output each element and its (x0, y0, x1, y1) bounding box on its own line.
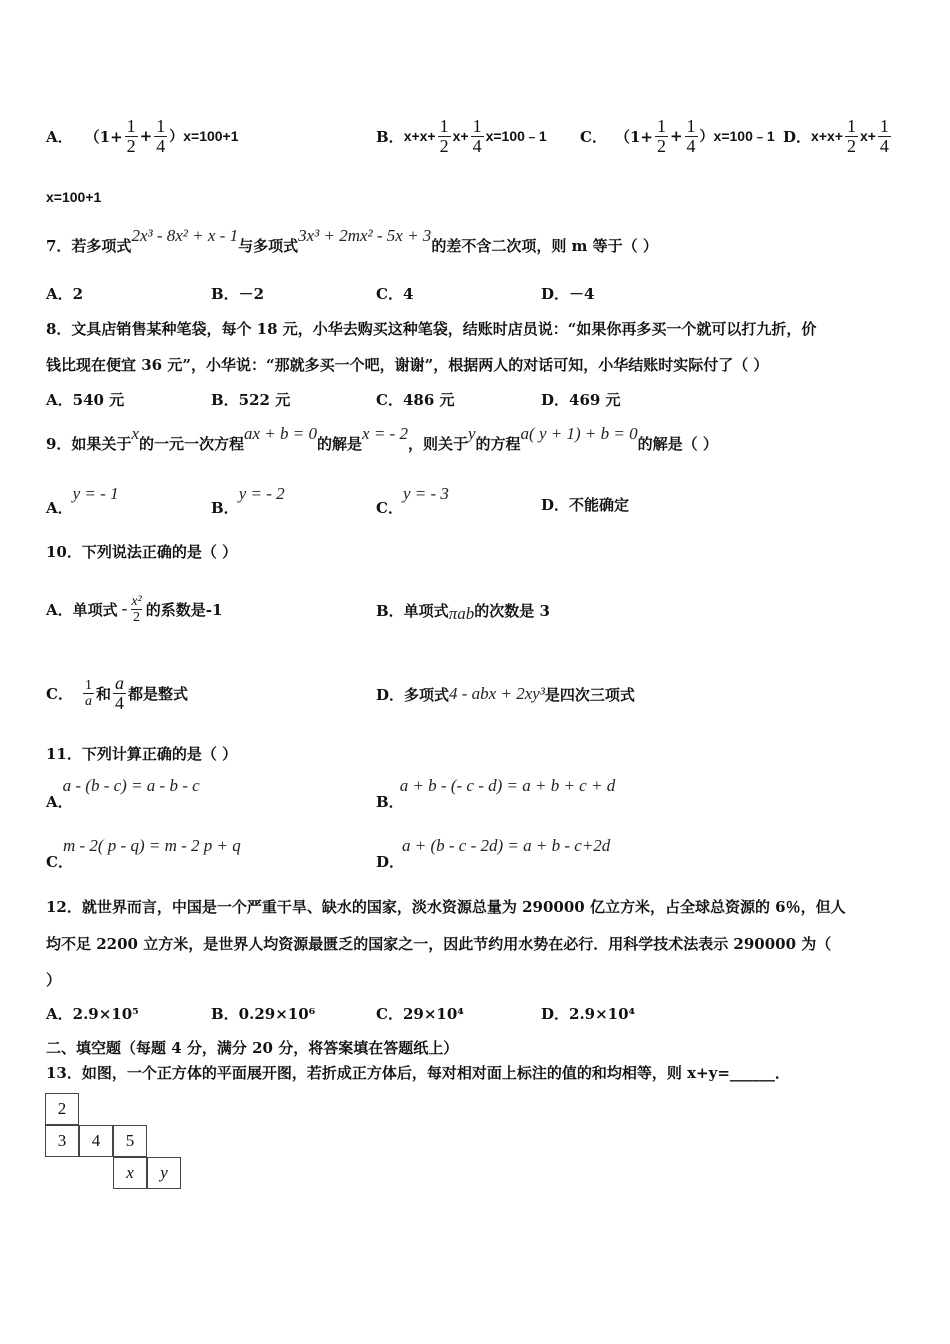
q9-text: 9．如果关于 (46, 434, 132, 453)
q6-option-a (46, 104, 239, 168)
option-label: C． (46, 853, 73, 871)
q11-title: 11．下列计算正确的是（ ） (46, 745, 238, 763)
paren-open: （1+ (614, 127, 653, 146)
q7-stem (46, 225, 658, 265)
q12-option-c: C．29×10⁴ (376, 1005, 464, 1023)
option-text: 是四次三项式 (544, 685, 635, 704)
polynomial: 4 - abx + 2xy³ (449, 684, 545, 703)
fraction-half: $\frac{1}{2}$ (439, 115, 449, 156)
section-heading: 二、填空题（每题 4 分，满分 20 分，将答案填在答题纸上） (46, 1039, 459, 1057)
q9-option-d: D．不能确定 (541, 496, 630, 514)
option-b-value: y = - 2 (238, 484, 285, 503)
option-label: A． (46, 793, 73, 811)
q8-option-c: C．486 元 (376, 391, 455, 409)
q7-mid: 与多项式 (238, 236, 299, 255)
net-cell-3: 3 (45, 1125, 79, 1157)
q10-option-a (46, 574, 222, 644)
q9-text: 的方程 (475, 434, 521, 453)
option-text: 的系数是-1 (145, 600, 223, 619)
q9-option-c (376, 478, 449, 518)
fraction-half: $\frac{1}{2}$ (846, 115, 856, 156)
option-label: C． (376, 499, 403, 517)
q9-solution: x = - 2 (362, 424, 408, 443)
q11-option-b (376, 772, 619, 812)
q12-option-a: A．2.9×10⁵ (46, 1005, 139, 1023)
q7-option-d: D．－4 (541, 285, 595, 303)
q10-title: 10．下列说法正确的是（ ） (46, 543, 238, 561)
net-cell-y: y (147, 1157, 181, 1189)
q7-option-a: A．2 (46, 285, 84, 303)
net-cell-2: 2 (45, 1093, 79, 1125)
fraction-1-over-a: $\frac{1}{a}$ (84, 677, 92, 709)
net-cell-4: 4 (79, 1125, 113, 1157)
q9-equation2: a( y + 1) + b = 0 (520, 424, 638, 443)
option-b-expression: a + b - (- c - d) = a + b + c + d (399, 776, 616, 795)
option-label: C． (46, 684, 73, 703)
plus-sign: + (669, 127, 683, 145)
option-text: B．单项式 (376, 601, 449, 620)
option-text: A．单项式 (46, 600, 118, 619)
option-label: B． (211, 499, 239, 517)
option-a-tail: ）x=100+1 (169, 128, 239, 144)
option-label: B． (376, 793, 404, 811)
option-label: D． (783, 127, 812, 146)
minus-sign: - (121, 599, 128, 618)
q9-option-b (211, 478, 285, 518)
q7-poly1: 2x³ - 8x² + x - 1 (131, 226, 239, 245)
option-label: A． (46, 127, 73, 146)
plus-sign: + (139, 127, 153, 145)
option-b-mid: x+ (452, 128, 469, 144)
q9-text: 的解是 (317, 434, 363, 453)
pi-ab: πab (448, 604, 475, 623)
q7-number: 7．若多项式 (46, 236, 132, 255)
fraction-x2-over-2: $\frac{\text{x²}}{2}$ (131, 593, 142, 625)
fraction-quarter: $\frac{1}{4}$ (879, 115, 889, 156)
fraction-a-over-4: $\frac{a}{4}$ (114, 672, 124, 713)
net-cell-5: 5 (113, 1125, 147, 1157)
option-text: 都是整式 (127, 684, 188, 703)
fraction-half: $\frac{1}{2}$ (126, 115, 136, 156)
q12-option-b: B．0.29×10⁶ (211, 1005, 316, 1023)
q6-option-c (580, 104, 775, 168)
net-cell-x: x (113, 1157, 147, 1189)
q8-option-a: A．540 元 (46, 391, 125, 409)
option-label: D． (376, 853, 405, 871)
option-c-value: y = - 3 (402, 484, 449, 503)
q6-option-d (783, 104, 893, 168)
q9-var-y: y (467, 424, 476, 443)
q10-option-d (376, 674, 635, 714)
q8-option-d: D．469 元 (541, 391, 621, 409)
q12-line1: 12．就世界而言，中国是一个严重干旱、缺水的国家，淡水资源总量为 290000 亿立方米，占全球总资源的 6％，但人 (46, 898, 846, 916)
option-c-tail: ）x=100﹣1 (699, 128, 775, 144)
q11-option-a (46, 772, 210, 812)
q12-option-d: D．2.9×10⁴ (541, 1005, 636, 1023)
option-b-end: x=100﹣1 (485, 128, 547, 144)
q9-text: ，则关于 (407, 434, 468, 453)
q13-stem: 13．如图，一个正方体的平面展开图，若折成正方体后，每对相对面上标注的值的和均相等，则 x+y=______． (46, 1064, 790, 1082)
q6-option-d-continuation: x=100+1 (46, 189, 102, 205)
fraction-quarter: $\frac{1}{4}$ (156, 115, 166, 156)
q8-line1: 8．文具店销售某种笔袋，每个 18 元，小华去购买这种笔袋，结账时店员说：“如果你再多买一个就可以打九折，价 (46, 320, 817, 338)
q9-equation1: ax + b = 0 (244, 424, 318, 443)
fraction-half: $\frac{1}{2}$ (656, 115, 666, 156)
q9-text: 的解是（ ） (637, 434, 718, 453)
q7-poly2: 3x³ + 2mx² - 5x + 3 (298, 226, 432, 245)
q7-option-b: B．－2 (211, 285, 265, 303)
option-label: A． (46, 499, 73, 517)
q10-option-c (46, 658, 188, 728)
q9-stem (46, 423, 718, 463)
q6-option-b (376, 104, 547, 168)
fraction-quarter: $\frac{1}{4}$ (686, 115, 696, 156)
option-b-start: x+x+ (403, 128, 436, 144)
option-text: 和 (95, 684, 111, 703)
cube-net-diagram (45, 1093, 187, 1193)
q7-end: 的差不含二次项，则 m 等于（ ） (431, 236, 658, 255)
option-d-expression: a + (b - c - 2d) = a + b - c+2d (402, 836, 611, 855)
q9-text: 的一元一次方程 (139, 434, 245, 453)
q11-option-c (46, 832, 251, 872)
option-label: B． (376, 127, 404, 146)
q8-option-b: B．522 元 (211, 391, 291, 409)
q9-option-a (46, 478, 119, 518)
option-text: D．多项式 (376, 685, 450, 704)
option-a-expression: a - (b - c) = a - b - c (62, 776, 200, 795)
q11-option-d (376, 832, 612, 872)
q8-line2: 钱比现在便宜 36 元”，小华说：“那就多买一个吧，谢谢”，根据两人的对话可知，小华结账时实际付了（ ） (46, 356, 769, 374)
q12-line2: 均不足 2200 立方米，是世界人均资源最匮乏的国家之一，因此节约用水势在必行．用科学技术法表示 290000 为（ (46, 935, 832, 953)
q12-line3: ） (46, 971, 62, 989)
option-c-expression: m - 2( p - q) = m - 2 p + q (62, 836, 241, 855)
option-d-start: x+x+ (811, 128, 843, 144)
option-a-value: y = - 1 (72, 484, 119, 503)
q9-var-x: x (131, 424, 139, 443)
option-d-mid: x+ (859, 128, 876, 144)
paren-open: （1+ (84, 127, 123, 146)
fraction-quarter: $\frac{1}{4}$ (472, 115, 482, 156)
q7-option-c: C．4 (376, 285, 414, 303)
q10-option-b (376, 590, 550, 630)
option-label: C． (580, 127, 607, 146)
option-text: 的次数是 3 (474, 601, 550, 620)
